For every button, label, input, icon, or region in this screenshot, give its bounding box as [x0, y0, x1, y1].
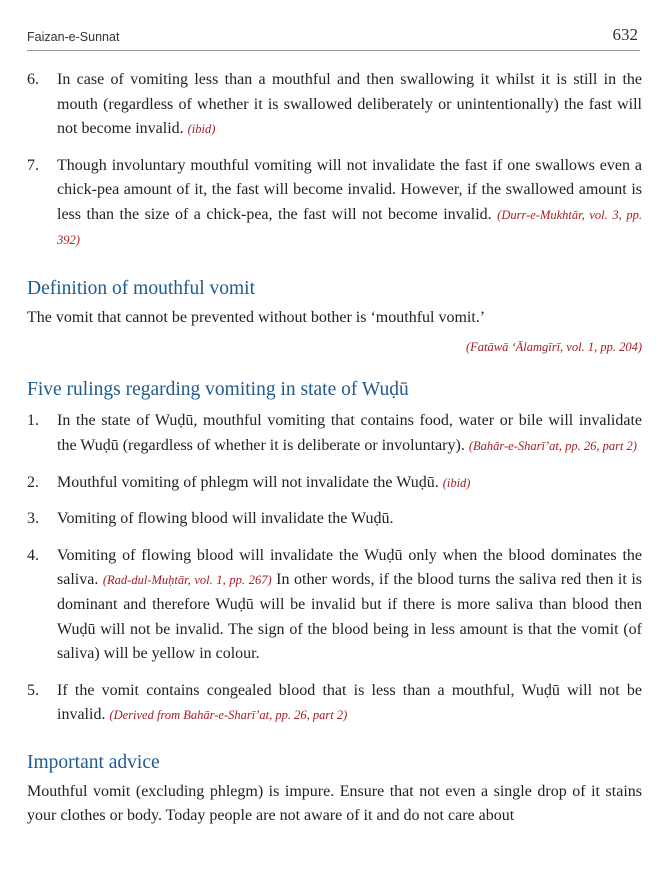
- reference-citation: (Rad-dul-Muḥtār, vol. 1, pp. 267): [102, 573, 272, 588]
- list-number: 1.: [27, 412, 39, 430]
- list-item-5: [27, 679, 642, 728]
- reference-citation: (Derived from Bahār-e-Sharī’at, pp. 26, part 2): [109, 708, 348, 723]
- list-text: Vomiting of flowing blood will invalidate the Wuḍū only when the blood dominates the saliva.: [57, 546, 642, 589]
- section-heading-advice: Important advice: [27, 751, 160, 773]
- section-heading-definition: Definition of mouthful vomit: [27, 278, 256, 300]
- list-number: 7.: [27, 156, 39, 174]
- list-text-continued: In other words, if the blood turns the saliva red then it is dominant and therefore Wuḍū will be invalid but if there is more saliva than blood then Wuḍū will not be invalid. The sign of the blood being in less amount is that the vomit (of saliva) will be yellow in colour.: [57, 571, 642, 663]
- section-heading-rulings: Five rulings regarding vomiting in state of Wuḍū: [27, 379, 409, 401]
- list-number: 6.: [27, 71, 39, 88]
- list-item-3: [27, 507, 642, 532]
- list-item-2: [27, 471, 642, 496]
- list-item-7: [27, 154, 642, 252]
- list-text: Mouthful vomiting of phlegm will not invalidate the Wuḍū.: [57, 473, 439, 491]
- list-text: Though involuntary mouthful vomiting will not invalidate the fast if one swallows even a chick-pea amount of it, the fast will become invalid. However, if the swallowed amount is less than the size of a chick-pea, the fast will not become invalid.: [57, 156, 642, 223]
- list-item-6: [27, 68, 642, 142]
- definition-text: The vomit that cannot be prevented without bother is ‘mouthful vomit.’: [27, 309, 486, 327]
- list-number: 2.: [27, 473, 39, 491]
- advice-text: Mouthful vomit (excluding phlegm) is impure. Ensure that not even a single drop of it stains your clothes or body. Today people are not aware of it and do not care about: [27, 782, 642, 825]
- list-item-4: [27, 544, 642, 667]
- list-item-1: [27, 409, 642, 458]
- list-number: 4.: [27, 546, 39, 564]
- reference-citation: (Fatāwā ‘Ālamgīrī, vol. 1, pp. 204): [465, 339, 642, 354]
- reference-citation: (ibid): [187, 122, 216, 137]
- list-number: 3.: [27, 510, 39, 528]
- list-text: In case of vomiting less than a mouthful and then swallowing it whilst it is still in the mouth (regardless of whether it is swallowed deliberately or unintentionally) the fast will not become invalid.: [57, 71, 642, 138]
- page-number: 632: [612, 25, 638, 44]
- list-number: 5.: [27, 681, 39, 699]
- page-content: [27, 68, 642, 829]
- list-text: In the state of Wuḍū, mouthful vomiting that contains food, water or bile will invalidate the Wuḍū (regardless of whether it is deliberate or involuntary).: [57, 412, 642, 454]
- list-text: If the vomit contains congealed blood that is less than a mouthful, Wuḍū will not be invalid.: [57, 681, 642, 724]
- page-header: [27, 24, 640, 51]
- reference-citation: (ibid): [442, 475, 471, 490]
- reference-citation: (Bahār-e-Sharī’at, pp. 26, part 2): [468, 438, 637, 453]
- reference-citation: (Durr-e-Mukhtār, vol. 3, pp. 392): [57, 207, 643, 247]
- list-text: Vomiting of flowing blood will invalidate the Wuḍū.: [57, 510, 394, 528]
- book-title: Faizan-e-Sunnat: [27, 30, 120, 44]
